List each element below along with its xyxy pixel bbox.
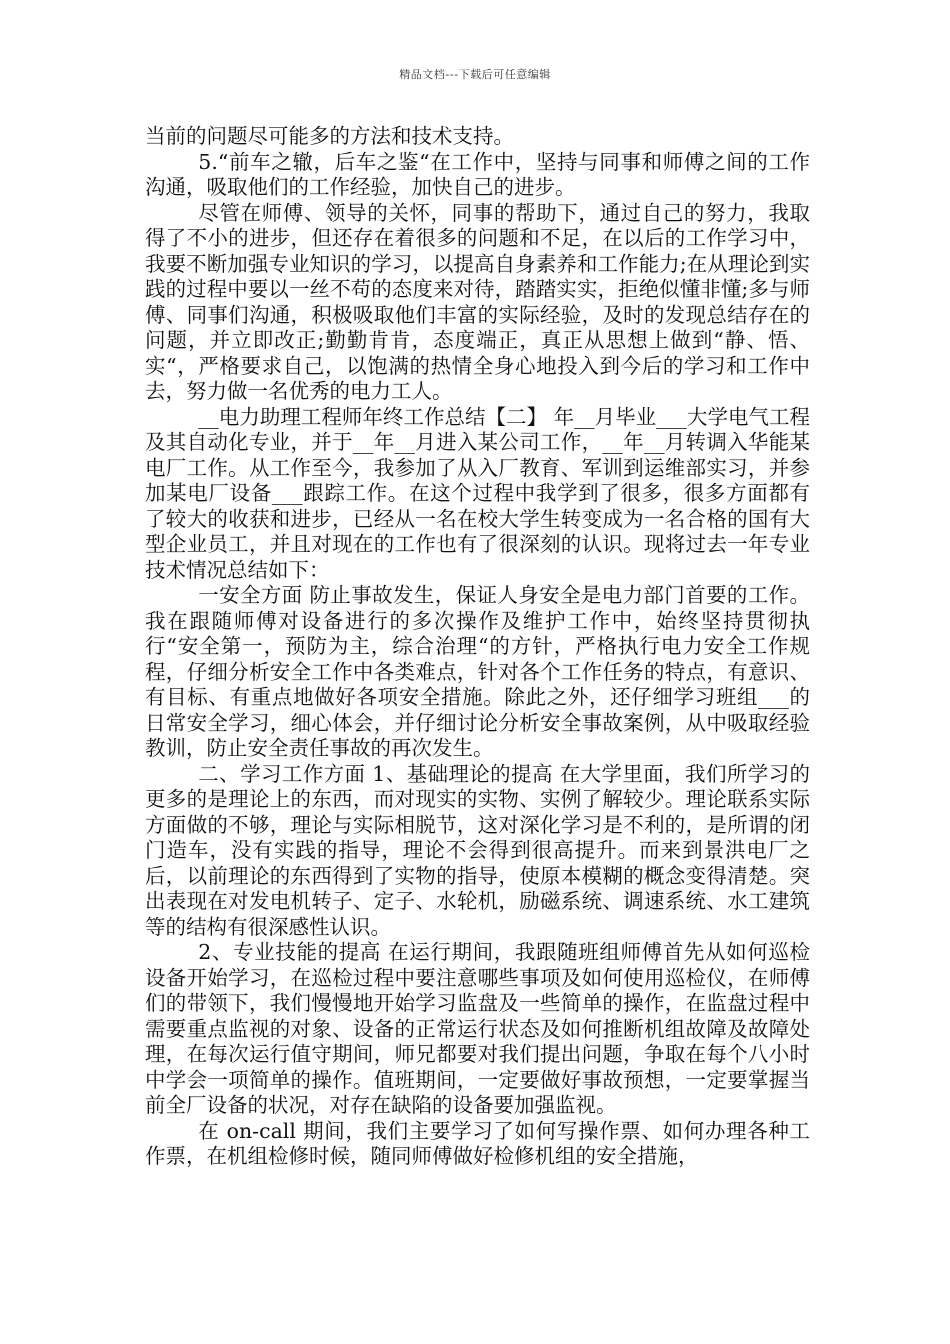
paragraph-study-work: 二、学习工作方面 1、基础理论的提高 在大学里面，我们所学习的更多的是理论上的东西，而对现实的实物、实例了解较少。理论联系实际方面做的不够，理论与实际相脱节，这对深化学习是不利的，是所谓的闭门造车，没有实践的指导，理论不会得到很高提升。而来到景洪电厂之后，以前理论的东西得到了实物的指导，使原本模糊的概念变得清楚。突出表现在对发电机转子、定子、水轮机，励磁系统、调速系统、水工建筑等的结构有很深感性认识。 [145, 761, 810, 939]
paragraph-conclusion: 尽管在师傅、领导的关怀，同事的帮助下，通过自己的努力，我取得了不小的进步，但还存在着很多的问题和不足，在以后的工作学习中，我要不断加强专业知识的学习，以提高自身素养和工作能力;在从理论到实践的过程中要以一丝不苟的态度来对待，踏踏实实，拒绝似懂非懂;多与师傅、同事们沟通，积极吸取他们丰富的实际经验，及时的发现总结存在的问题，并立即改正;勤勤肯肯，态度端正，真正从思想上做到“静、悟、实“，严格要求自己，以饱满的热情全身心地投入到今后的学习和工作中去，努力做一名优秀的电力工人。 [145, 200, 810, 403]
paragraph-continuation: 当前的问题尽可能多的方法和技术支持。 [145, 124, 514, 148]
paragraph-on-call: 在 on-call 期间，我们主要学习了如何写操作票、如何办理各种工作票，在机组检修时候，随同师傅做好检修机组的安全措施， [145, 1118, 810, 1168]
paragraph-skills: 2、专业技能的提高 在运行期间，我跟随班组师傅首先从如何巡检设备开始学习，在巡检过程中要注意哪些事项及如何使用巡检仪，在师傅们的带领下，我们慢慢地开始学习监盘及一些简单的操作，在监盘过程中需要重点监视的对象、设备的正常运行状态及如何推断机组故障及故障处理，在每次运行值守期间，师兄都要对我们提出问题，争取在每个八小时中学会一项简单的操作。值班期间，一定要做好事故预想，一定要掌握当前全厂设备的状况，对存在缺陷的设备要加强监视。 [145, 940, 810, 1117]
document-body [145, 124, 810, 1170]
paragraph-item-5: 5.“前车之辙，后车之鉴“在工作中，坚持与同事和师傅之间的工作沟通，吸取他们的工作经验，加快自己的进步。 [145, 149, 810, 199]
page-header: 精品文档---下载后可任意编辑 [399, 68, 551, 81]
paragraph-summary-two-intro: __电力助理工程师年终工作总结【二】 年__月毕业___大学电气工程及其自动化专业，并于__年__月进入某公司工作，__年__月转调入华能某电厂工作。从工作至今，我参加了从入厂教育、军训到运维部实习，并参加某电厂设备___跟踪工作。在这个过程中我学到了很多，很多方面都有了较大的收获和进步，已经从一名在校大学生转变成为一名合格的国有大型企业员工，并且对现在的工作也有了很深刻的认识。现将过去一年专业技术情况总结如下： [145, 404, 810, 582]
paragraph-safety: 一安全方面 防止事故发生，保证人身安全是电力部门首要的工作。我在跟随师傅对设备进行的多次操作及维护工作中，始终坚持贯彻执行“安全第一，预防为主，综合治理“的方针，严格执行电力安全工作规程，仔细分析安全工作中各类难点，针对各个工作任务的特点，有意识、有目标、有重点地做好各项安全措施。除此之外，还仔细学习班组___的日常安全学习，细心体会，并仔细讨论分析安全事故案例，从中吸取经验教训，防止安全责任事故的再次发生。 [145, 583, 810, 760]
